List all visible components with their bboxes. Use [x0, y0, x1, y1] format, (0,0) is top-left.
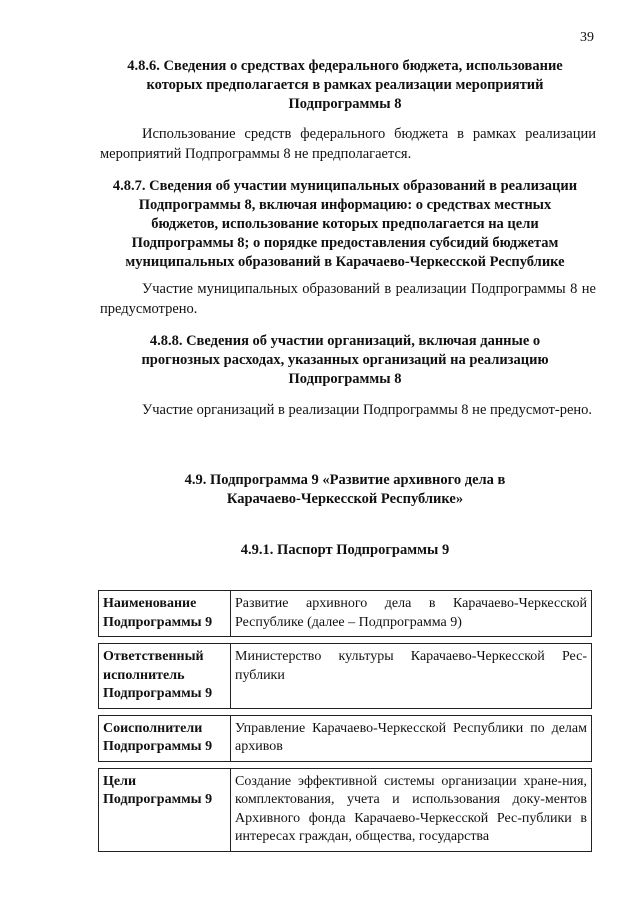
row-label: Соисполнители Подпрограммы 9 [99, 715, 231, 761]
table-row [99, 591, 592, 637]
section-heading-4-8-8 [95, 332, 595, 389]
row-value: Управление Карачаево-Черкесской Республики по делам архивов [231, 715, 592, 761]
table-row [99, 768, 592, 851]
section-text-4-8-7 [100, 279, 596, 319]
paragraph-text: Участие муниципальных образований в реализации Подпрограммы 8 не предусмотрено. [100, 281, 596, 317]
row-label: Ответственный исполнитель Подпрограммы 9 [99, 644, 231, 709]
heading-line: Подпрограммы 8 [288, 371, 402, 387]
heading-line: 4.8.6. Сведения о средствах федерального бюджета, использование [127, 58, 563, 74]
passport-heading: 4.9.1. Паспорт Подпрограммы 9 [240, 542, 450, 558]
heading-line: бюджетов, использование которых предполагается на цели [151, 216, 539, 232]
heading-line: Карачаево-Черкесской Республике» [226, 491, 464, 507]
heading-line: муниципальных образований в Карачаево-Черкесской Республике [125, 254, 565, 270]
heading-line: которых предполагается в рамках реализации мероприятий [146, 77, 544, 93]
paragraph-text: Использование средств федерального бюджета в рамках реализации мероприятий Подпрограммы 8 не предполагается. [100, 126, 596, 162]
row-value: Министерство культуры Карачаево-Черкесской Рес-публики [231, 644, 592, 709]
heading-line: Подпрограммы 8, включая информацию: о средствах местных [138, 197, 552, 213]
section-heading-4-8-6 [95, 57, 595, 114]
heading-line: 4.9. Подпрограмма 9 «Развитие архивного дела в [184, 472, 506, 488]
table-row [99, 644, 592, 709]
row-value: Создание эффективной системы организации хране-ния, комплектования, учета и использования доку-ментов Архивного фонда Карачаево-Черкесской Рес-публики в интересах граждан, общества, государства [231, 768, 592, 851]
subprogram-heading-4-9 [95, 471, 595, 509]
row-value: Развитие архивного дела в Карачаево-Черкесской Республике (далее – Подпрограмма 9) [231, 591, 592, 637]
section-text-4-8-6 [100, 124, 596, 164]
section-heading-4-8-7 [95, 177, 595, 272]
row-label: Наименование Подпрограммы 9 [99, 591, 231, 637]
row-label: Цели Подпрограммы 9 [99, 768, 231, 851]
heading-line: Подпрограммы 8; о порядке предоставления субсидий бюджетам [131, 235, 559, 251]
paragraph-text: Участие организаций в реализации Подпрограммы 8 не предусмот-рено. [142, 402, 593, 418]
heading-line: Подпрограммы 8 [288, 96, 402, 112]
page-number: 39 [580, 30, 594, 45]
heading-line: 4.8.7. Сведения об участии муниципальных образований в реализации [112, 178, 578, 194]
section-text-4-8-8 [100, 400, 596, 420]
table-row [99, 715, 592, 761]
heading-line: прогнозных расходах, указанных организаций на реализацию [141, 352, 549, 368]
heading-line: 4.8.8. Сведения об участии организаций, включая данные о [149, 333, 541, 349]
passport-table [98, 590, 592, 852]
